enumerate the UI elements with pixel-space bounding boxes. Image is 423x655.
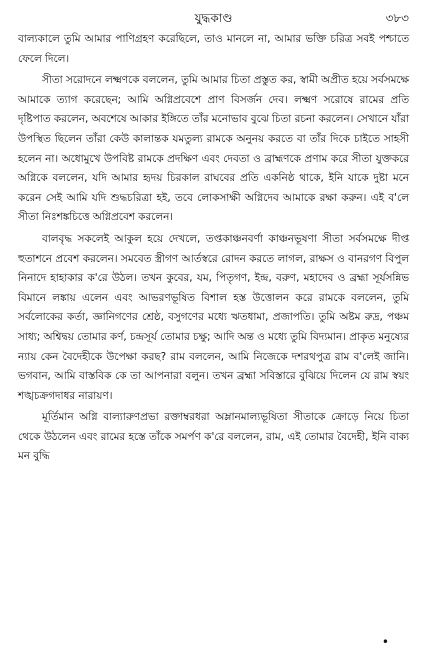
footer-mark: • — [381, 635, 389, 649]
paragraph: বালবৃদ্ধ সকলেই আকুল হয়ে দেখলে, তপ্তকাঞ্চনবর্ণা কাঞ্চনভূষণা সীতা সর্বসমক্ষে দীপ্ত হুতাশনে প্রবেশ করলেন। সমবেত স্ত্রীগণ আর্তস্বরে রোদন করতে লাগল, রাক্ষস ও বানরগণ বিপুল নিনাদে হাহাকার ক'রে উঠল। তখন কুবের, যম, পিতৃগণ, ইন্দ্র, বরুণ, মহাদেব ও ব্রহ্মা সূর্যসন্নিভ বিমানে লঙ্কায় এলেন এবং আভরণভূষিত বিশাল হস্ত উত্তোলন করে রামকে বললেন, তুমি সর্বলোকের কর্তা, জ্ঞানিগণের শ্রেষ্ঠ, বসুগণের মধ্যে ঋতধামা, প্রজাপতি। তুমি অষ্টম রুদ্র, পঞ্চম সাধ্য; অশ্বিদ্বয় তোমার কর্ণ, চন্দ্রসূর্য তোমার চক্ষু; আদি অন্ত ও মধ্যে তুমি বিদ্যমান। প্রাকৃত মনুষ্যের ন্যায় কেন বৈদেহীকে উপেক্ষা করছ? রাম বললেন, আমি নিজেকে দশরথপুত্র রাম ব'লেই জানি। ভগবান, আমি বাস্তবিক কে তা আপনারা বলুন। তখন ব্রহ্মা সবিস্তারে বুঝিয়ে দিলেন যে রাম স্বয়ং শঙ্খচক্রগদাধর নারায়ণ। — [18, 232, 409, 402]
page-header — [18, 6, 409, 30]
page-body — [18, 30, 409, 467]
chapter-title: যুদ্ধকাণ্ড — [194, 11, 233, 25]
paragraph: মূর্তিমান অগ্নি বাল্যারুণপ্রভা রক্তাম্বরধরা অম্লানমাল্যভূষিতা সীতাকে ক্রোড়ে নিয়ে চিতা থেকে উঠলেন এবং রামের হস্তে তাঁকে সমর্পণ ক'রে বললেন, রাম, এই তোমার বৈদেহী, ইনি বাক্য মন বুদ্ধি — [18, 411, 409, 463]
page-number: ৩৮৩ — [385, 11, 409, 25]
paragraph: বাল্যকালে তুমি আমার পাণিগ্রহণ করেছিলে, তাও মানলে না, আমার ভক্তি চরিত্র সবই পশ্চাতে ফেলে দিলে। — [18, 33, 409, 65]
paragraph: সীতা সরোদনে লক্ষ্মণকে বললেন, তুমি আমার চিতা প্রস্তুত কর, স্বামী অপ্রীত হয়ে সর্বসমক্ষে আমাকে ত্যাগ করেছেন; আমি অগ্নিপ্রবেশে প্রাণ বিসর্জন দেব। লক্ষ্মণ সরোষে রামের প্রতি দৃষ্টিপাত করলেন, অবশেষে আকার ইঙ্গিতে তাঁর মনোভাব বুঝে চিতা রচনা করলেন। সেখানে যাঁরা উপস্থিত ছিলেন তাঁরা কেউ কালান্তক যমতুল্য রামকে অনুনয় করতে বা তাঁর দিকে চাইতে সাহসী হলেন না। অধোমুখে উপবিষ্ট রামকে প্রদক্ষিণ এবং দেবতা ও ব্রাহ্মণকে প্রণাম করে সীতা যুক্তকরে অগ্নিকে বললেন, যদি আমার হৃদয় চিরকাল রাঘবের প্রতি একনিষ্ঠ থাকে, ইনি যাকে দুষ্টা মনে করেন সেই আমি যদি শুদ্ধচরিত্রা হই, তবে লোকসাক্ষী অগ্নিদেব আমাকে রক্ষা করুন। এই ব'লে সীতা নিঃশঙ্কচিত্তে অগ্নিপ্রবেশ করলেন। — [18, 74, 409, 224]
